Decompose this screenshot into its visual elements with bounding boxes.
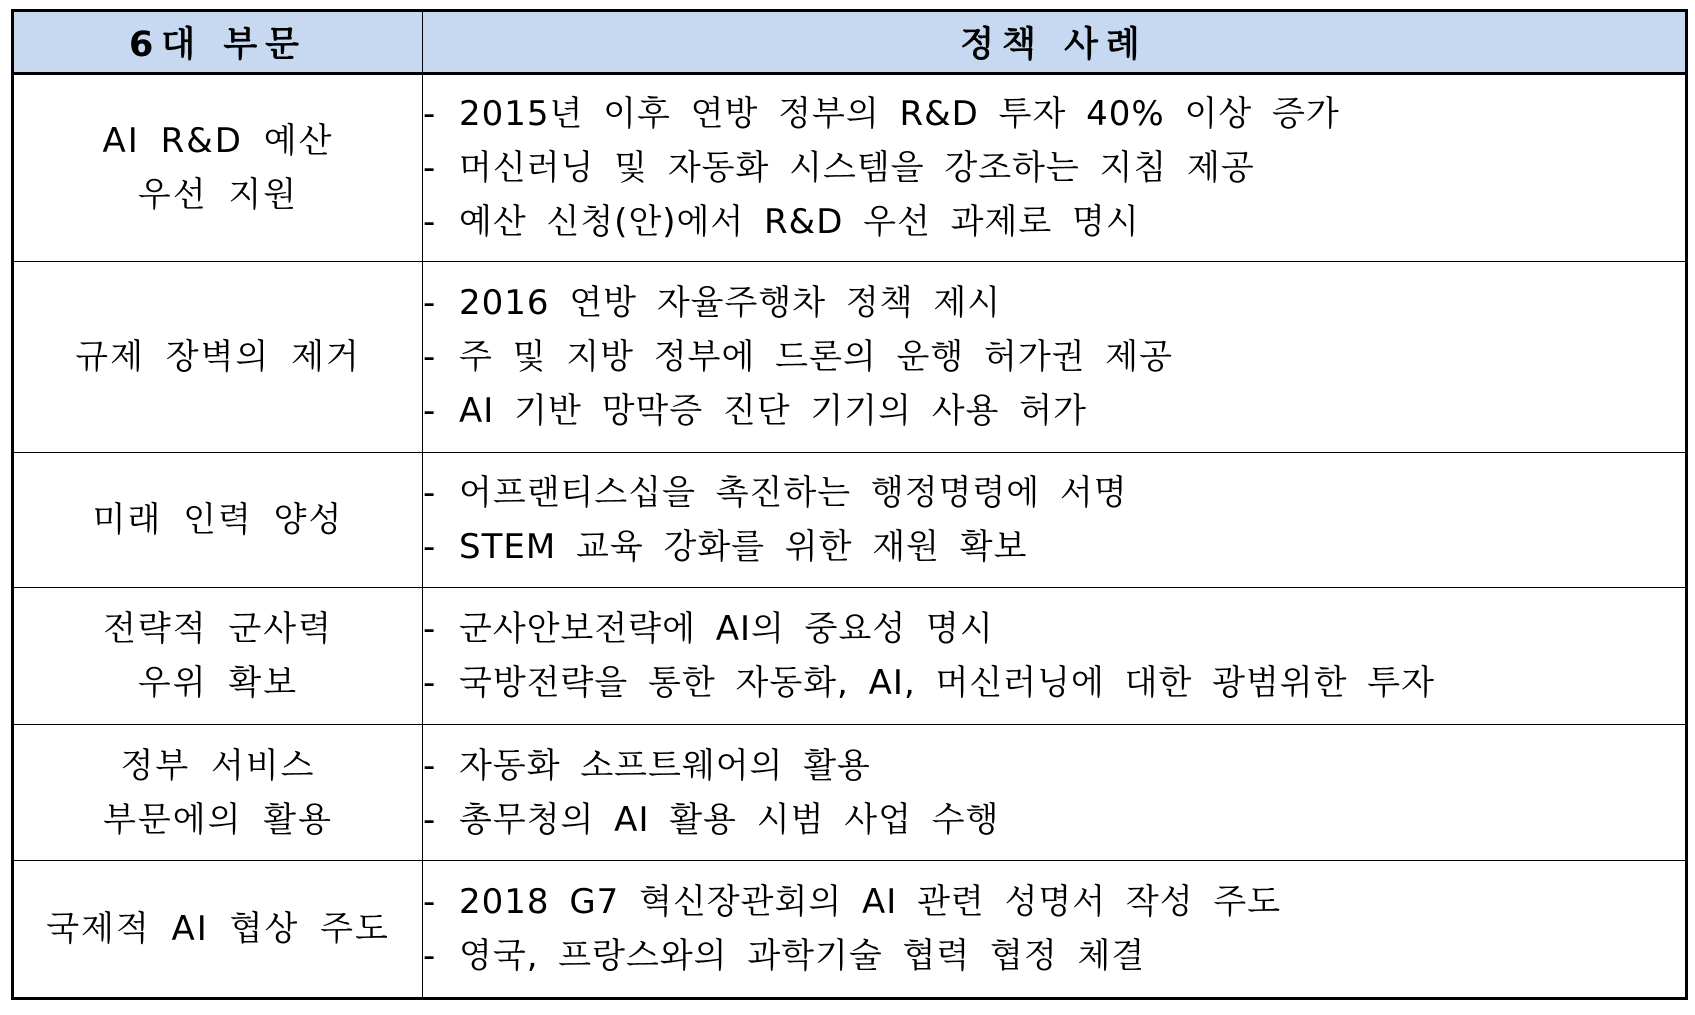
case-text: 국방전략을 통한 자동화, AI, 머신러닝에 대한 광범위한 투자 [459, 663, 1435, 703]
case-text: 머신러닝 및 자동화 시스템을 강조하는 지침 제공 [459, 148, 1255, 188]
bullet-dash: - [423, 882, 437, 922]
sector-label: 우선 지원 [137, 175, 299, 215]
bullet-dash: - [423, 936, 437, 976]
bullet-dash: - [423, 663, 437, 703]
cases-cell [423, 588, 1687, 725]
bullet-dash: - [423, 202, 437, 242]
bullet-dash: - [423, 148, 437, 188]
sector-label: 국제적 AI 협상 주도 [46, 909, 390, 949]
case-text: 총무청의 AI 활용 시범 사업 수행 [459, 799, 1000, 840]
case-text: STEM 교육 강화를 위한 재원 확보 [459, 527, 1028, 567]
bullet-dash: - [423, 609, 437, 649]
case-item [423, 875, 1685, 929]
case-item [423, 520, 1685, 574]
table-row [13, 453, 1687, 588]
table-row [13, 74, 1687, 262]
case-item [423, 384, 1685, 438]
case-text: 어프랜티스십을 촉진하는 행정명령에 서명 [459, 473, 1128, 513]
case-text: 군사안보전략에 AI의 중요성 명시 [459, 609, 994, 649]
case-item [423, 195, 1685, 249]
case-text: 2015년 이후 연방 정부의 R&D 투자 40% 이상 증가 [459, 94, 1340, 134]
bullet-dash: - [423, 527, 437, 567]
case-text: 2018 G7 혁신장관회의 AI 관련 성명서 작성 주도 [459, 882, 1282, 922]
case-item [423, 87, 1685, 141]
sector-label: 정부 서비스 [120, 745, 316, 786]
case-item [423, 739, 1685, 793]
case-item [423, 602, 1685, 656]
sector-label: 미래 인력 양성 [92, 500, 344, 540]
header-cases: 정책 사례 [423, 11, 1687, 74]
cases-cell [423, 453, 1687, 588]
table-row [13, 725, 1687, 861]
case-text: 주 및 지방 정부에 드론의 운행 허가권 제공 [459, 337, 1173, 377]
sector-cell [13, 262, 423, 453]
case-item [423, 141, 1685, 195]
bullet-dash: - [423, 337, 437, 377]
table-row [13, 262, 1687, 453]
cases-cell [423, 74, 1687, 262]
cases-cell [423, 262, 1687, 453]
policy-table [11, 9, 1688, 1000]
cases-cell [423, 725, 1687, 861]
case-text: 영국, 프랑스와의 과학기술 협력 협정 체결 [459, 936, 1146, 976]
bullet-dash: - [423, 94, 437, 134]
header-row [13, 11, 1687, 74]
case-item [423, 656, 1685, 710]
header-sector: 6대 부문 [13, 11, 423, 74]
bullet-dash: - [423, 799, 437, 840]
bullet-dash: - [423, 745, 437, 786]
sector-cell [13, 453, 423, 588]
case-text: AI 기반 망막증 진단 기기의 사용 허가 [459, 391, 1087, 431]
case-text: 예산 신청(안)에서 R&D 우선 과제로 명시 [459, 202, 1140, 242]
table-row [13, 588, 1687, 725]
case-item [423, 929, 1685, 983]
bullet-dash: - [423, 473, 437, 513]
sector-label: 규제 장벽의 제거 [75, 337, 361, 377]
sector-label: 우위 확보 [137, 663, 299, 703]
case-text: 자동화 소프트웨어의 활용 [459, 745, 871, 786]
case-item [423, 793, 1685, 847]
case-item [423, 276, 1685, 330]
sector-cell [13, 725, 423, 861]
sector-cell [13, 861, 423, 999]
bullet-dash: - [423, 283, 437, 323]
sector-cell [13, 74, 423, 262]
cases-cell [423, 861, 1687, 999]
case-item [423, 330, 1685, 384]
sector-label: 전략적 군사력 [103, 609, 333, 649]
sector-label: AI R&D 예산 [102, 121, 334, 161]
bullet-dash: - [423, 391, 437, 431]
table-row [13, 861, 1687, 999]
sector-label: 부문에의 활용 [103, 799, 333, 840]
sector-cell [13, 588, 423, 725]
case-text: 2016 연방 자율주행차 정책 제시 [459, 283, 1002, 323]
case-item [423, 466, 1685, 520]
